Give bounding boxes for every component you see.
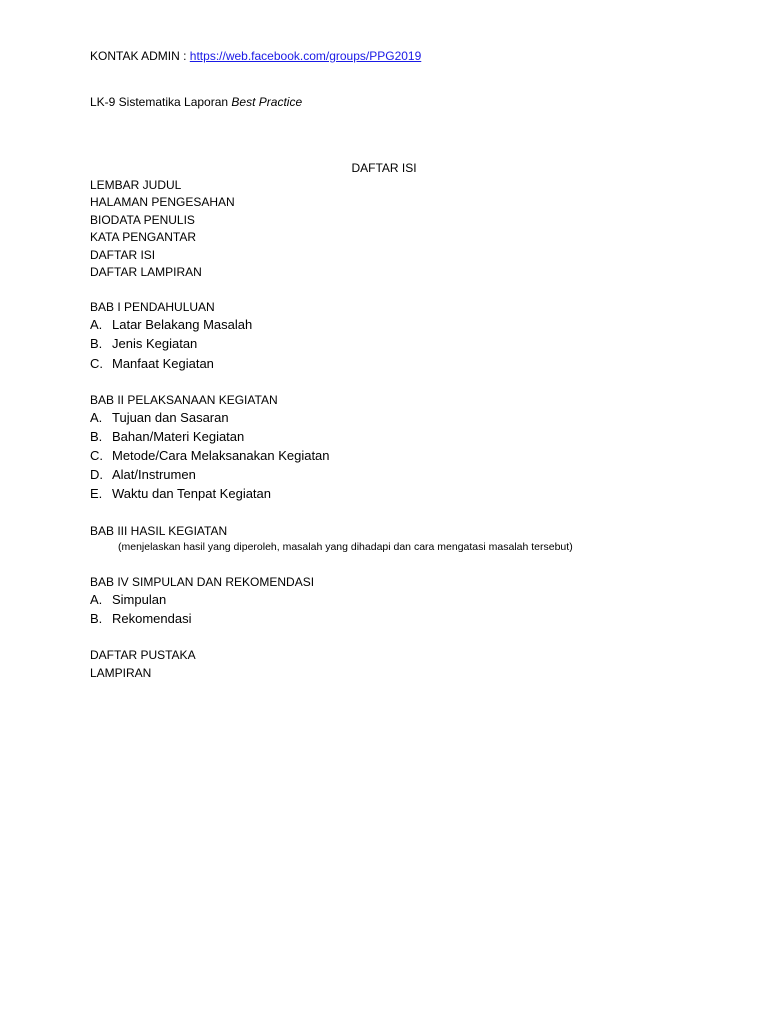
list-item bbox=[90, 410, 229, 425]
list-letter: A. bbox=[90, 592, 103, 607]
list-text: Metode/Cara Melaksanakan Kegiatan bbox=[112, 448, 330, 463]
list-item bbox=[90, 356, 214, 371]
list-text: Rekomendasi bbox=[112, 611, 192, 626]
list-item bbox=[90, 467, 196, 482]
list-letter: E. bbox=[90, 486, 103, 501]
front-matter-item: DAFTAR ISI bbox=[90, 248, 156, 262]
chapter-1-title: BAB I PENDAHULUAN bbox=[90, 300, 215, 314]
worksheet-title bbox=[90, 95, 302, 109]
front-matter-item: BIODATA PENULIS bbox=[90, 213, 195, 227]
toc-heading: DAFTAR ISI bbox=[351, 161, 417, 175]
list-letter: B. bbox=[90, 611, 103, 626]
list-text: Tujuan dan Sasaran bbox=[112, 410, 229, 425]
list-text: Simpulan bbox=[112, 592, 167, 607]
list-text: Bahan/Materi Kegiatan bbox=[112, 429, 245, 444]
chapter-4-title: BAB IV SIMPULAN DAN REKOMENDASI bbox=[90, 575, 315, 589]
list-item bbox=[90, 592, 166, 607]
list-text: Waktu dan Tenpat Kegiatan bbox=[112, 486, 272, 501]
worksheet-title-prefix: LK-9 Sistematika Laporan bbox=[90, 95, 232, 109]
list-letter: D. bbox=[90, 467, 103, 482]
front-matter-item: KATA PENGANTAR bbox=[90, 230, 197, 244]
list-item bbox=[90, 611, 192, 626]
chapter-3-title: BAB III HASIL KEGIATAN bbox=[90, 524, 228, 538]
list-item bbox=[90, 448, 330, 463]
list-item bbox=[90, 317, 252, 332]
list-letter: B. bbox=[90, 336, 103, 351]
list-text: Jenis Kegiatan bbox=[112, 336, 198, 351]
list-text: Manfaat Kegiatan bbox=[112, 356, 214, 371]
front-matter-item: DAFTAR LAMPIRAN bbox=[90, 265, 202, 279]
chapter-2-title: BAB II PELAKSANAAN KEGIATAN bbox=[90, 393, 278, 407]
facebook-group-link[interactable]: https://web.facebook.com/groups/PPG2019 bbox=[189, 49, 422, 63]
list-item bbox=[90, 486, 271, 501]
front-matter-item: LEMBAR JUDUL bbox=[90, 178, 182, 192]
list-letter: A. bbox=[90, 317, 103, 332]
list-text: Latar Belakang Masalah bbox=[112, 317, 253, 332]
list-item bbox=[90, 336, 197, 351]
worksheet-title-italic: Best Practice bbox=[231, 95, 303, 109]
contact-label: KONTAK ADMIN : bbox=[90, 49, 190, 63]
contact-line bbox=[90, 49, 421, 63]
list-text: Alat/Instrumen bbox=[112, 467, 196, 482]
chapter-3-note: (menjelaskan hasil yang diperoleh, masalah yang dihadapi dan cara mengatasi masalah tersebut) bbox=[118, 541, 573, 553]
back-matter-item: LAMPIRAN bbox=[90, 666, 152, 680]
back-matter-item: DAFTAR PUSTAKA bbox=[90, 648, 196, 662]
list-letter: A. bbox=[90, 410, 103, 425]
list-letter: B. bbox=[90, 429, 103, 444]
front-matter-item: HALAMAN PENGESAHAN bbox=[90, 195, 235, 209]
list-letter: C. bbox=[90, 448, 103, 463]
list-item bbox=[90, 429, 244, 444]
list-letter: C. bbox=[90, 356, 103, 371]
